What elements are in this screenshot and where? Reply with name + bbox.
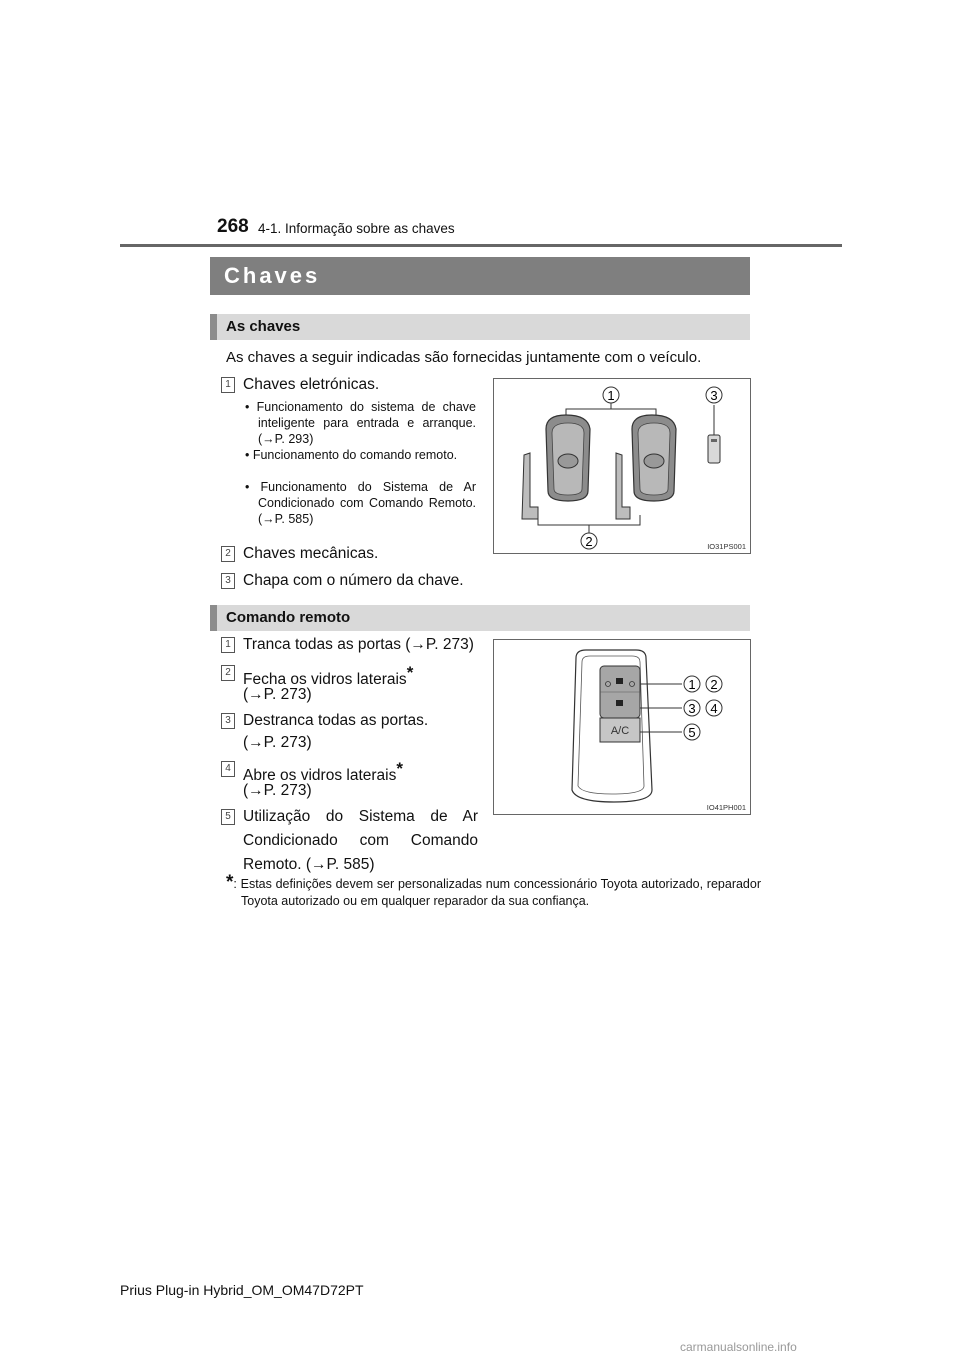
list-item: Tranca todas as portas (→P. 273) bbox=[243, 636, 474, 653]
section-heading-label: As chaves bbox=[226, 318, 301, 335]
callout-label: 3 bbox=[710, 388, 718, 403]
bullet-item: • Funcionamento do Sistema de Ar Condicionado com Comando Remoto. (→P. 585) bbox=[245, 480, 476, 526]
footnote-mark: * bbox=[406, 663, 414, 682]
bullet-item: • Funcionamento do comando remoto. bbox=[245, 448, 458, 462]
remote-figure bbox=[493, 639, 751, 815]
footnote-mark: * bbox=[226, 872, 234, 893]
footnote-text: : Estas definições devem ser personalizadas num concessionário Toyota autorizado, reparador Toyota autorizado ou em qualquer reparador da sua confiança. bbox=[233, 877, 761, 908]
callout-label: 4 bbox=[710, 701, 718, 716]
callout-label: 1 bbox=[688, 677, 696, 692]
item-number: 5 bbox=[221, 809, 235, 825]
callout-label: 1 bbox=[607, 388, 615, 403]
chapter-title: 4-1. Informação sobre as chaves bbox=[258, 221, 455, 236]
item-reference: (→P. 273) bbox=[243, 782, 312, 799]
callout-label: 5 bbox=[688, 725, 696, 740]
item-number: 1 bbox=[221, 377, 235, 393]
list-item: Utilização do Sistema de Ar Condicionado com Comando Remoto. (→P. 585) bbox=[243, 808, 478, 873]
list-item: Chapa com o número da chave. bbox=[243, 572, 464, 589]
list-item: Chaves mecânicas. bbox=[243, 545, 379, 562]
page-title: Chaves bbox=[224, 263, 321, 288]
footnote bbox=[226, 874, 761, 910]
page-number: 268 bbox=[217, 216, 249, 237]
callout-label: 2 bbox=[585, 534, 593, 549]
item-number: 3 bbox=[221, 713, 235, 729]
bullet-item: • Funcionamento do sistema de chave inteligente para entrada e arranque. (→P. 293) bbox=[245, 400, 476, 446]
item-number: 2 bbox=[221, 546, 235, 562]
item-number: 2 bbox=[221, 665, 235, 681]
figure-code: IO41PH001 bbox=[706, 803, 746, 812]
item-label: Fecha os vidros laterais bbox=[243, 671, 407, 689]
item-number: 1 bbox=[221, 637, 235, 653]
footnote-mark: * bbox=[396, 759, 403, 778]
item-reference: (→P. 273) bbox=[243, 734, 312, 751]
remote-illustration bbox=[494, 640, 750, 814]
section-heading-label: Comando remoto bbox=[226, 609, 351, 626]
footer-text: Prius Plug-in Hybrid_OM_OM47D72PT bbox=[120, 1282, 364, 1298]
callout-label: 2 bbox=[710, 677, 718, 692]
section-heading-comando-remoto bbox=[210, 605, 750, 631]
header-rule bbox=[120, 244, 842, 247]
title-bar bbox=[210, 257, 750, 295]
item-label: Abre os vidros laterais bbox=[243, 767, 397, 785]
ac-button-label: A/C bbox=[610, 725, 630, 737]
callout-label: 3 bbox=[688, 701, 696, 716]
watermark: carmanualsonline.info bbox=[680, 1340, 797, 1354]
list-item: Destranca todas as portas. bbox=[243, 712, 429, 729]
item-number: 4 bbox=[221, 761, 235, 777]
item-number: 3 bbox=[221, 573, 235, 589]
keys-figure bbox=[493, 378, 751, 554]
list-item: Chaves eletrónicas. bbox=[243, 376, 380, 393]
item-reference: (→P. 273) bbox=[243, 686, 312, 703]
keys-illustration bbox=[494, 379, 750, 553]
section-heading-as-chaves bbox=[210, 314, 750, 340]
intro-text: As chaves a seguir indicadas são fornecidas juntamente com o veículo. bbox=[226, 349, 702, 366]
figure-code: IO31PS001 bbox=[707, 542, 746, 551]
